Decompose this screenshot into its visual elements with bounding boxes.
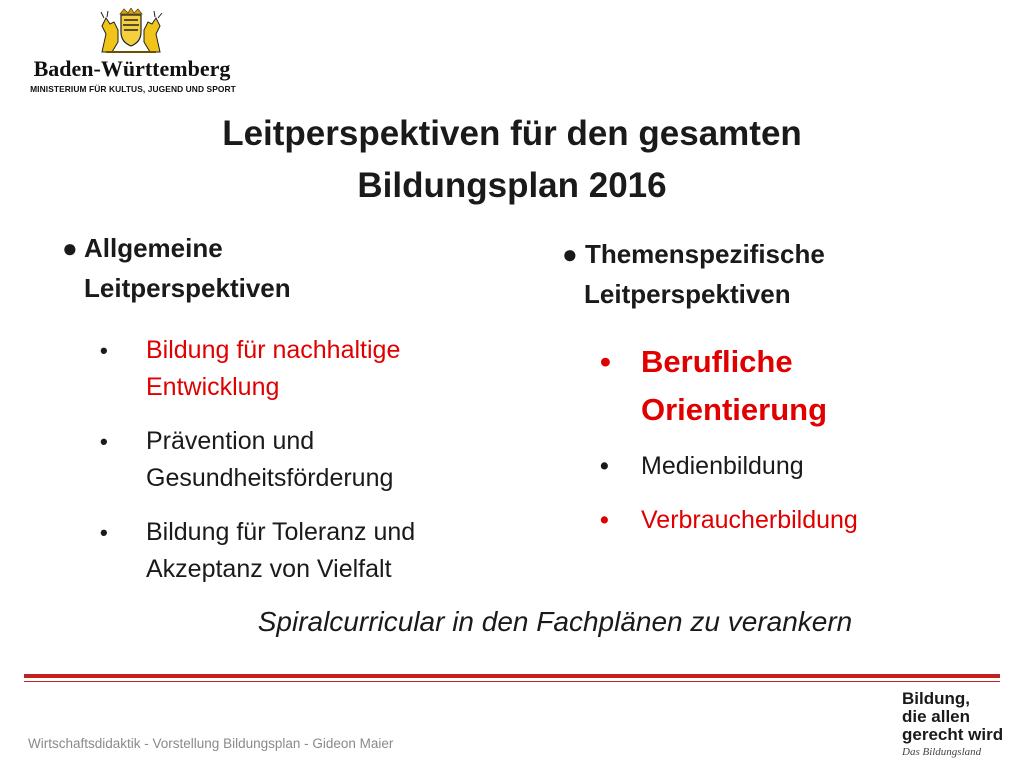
divider	[24, 681, 1000, 682]
bullet-icon: •	[600, 506, 609, 534]
ministry-logo-name: Baden-Württemberg	[33, 56, 231, 81]
slide-title	[150, 108, 874, 212]
right-bullet-list	[600, 338, 920, 556]
list-item: • Verbraucherbildung	[600, 502, 920, 539]
divider	[24, 674, 1000, 678]
left-column-heading	[62, 228, 291, 308]
list-item: • Berufliche Orientierung	[600, 338, 920, 434]
list-item: • Bildung für Toleranz und Akzeptanz von Vielfalt	[100, 514, 480, 588]
coat-of-arms-icon	[92, 8, 170, 54]
bullet-icon: ●	[62, 233, 78, 263]
ministry-logo-subtitle: MINISTERIUM FÜR KULTUS, JUGEND UND SPORT	[30, 84, 236, 94]
list-item: • Bildung für nachhaltige Entwicklung	[100, 332, 480, 406]
slide-title-line2: Bildungsplan 2016	[357, 166, 667, 205]
right-column-heading	[562, 234, 825, 314]
brand-tagline: Das Bildungsland	[902, 746, 982, 758]
bullet-icon: ●	[562, 239, 578, 269]
slide-title-line1: Leitperspektiven für den gesamten	[222, 114, 802, 153]
left-bullet-list	[100, 332, 480, 605]
bullet-icon: •	[100, 429, 108, 454]
list-item: • Medienbildung	[600, 448, 920, 485]
left-heading-line2: Leitperspektiven	[84, 273, 291, 303]
list-item: • Prävention und Gesundheitsförderung	[100, 423, 480, 497]
right-heading-line2: Leitperspektiven	[584, 279, 791, 309]
left-heading-line1: Allgemeine	[83, 233, 223, 263]
right-heading-line1: Themenspezifische	[584, 239, 825, 269]
curriculum-note: Spiralcurricular in den Fachplänen zu verankern	[257, 606, 853, 637]
bullet-icon: •	[100, 338, 108, 363]
bullet-icon: •	[600, 452, 609, 480]
bullet-icon: •	[100, 520, 108, 545]
brand-slogan: Bildung, die allen gerecht wird	[902, 689, 1004, 744]
footer-credit: Wirtschaftsdidaktik - Vorstellung Bildungsplan - Gideon Maier	[28, 736, 394, 751]
bullet-icon: •	[600, 344, 611, 379]
